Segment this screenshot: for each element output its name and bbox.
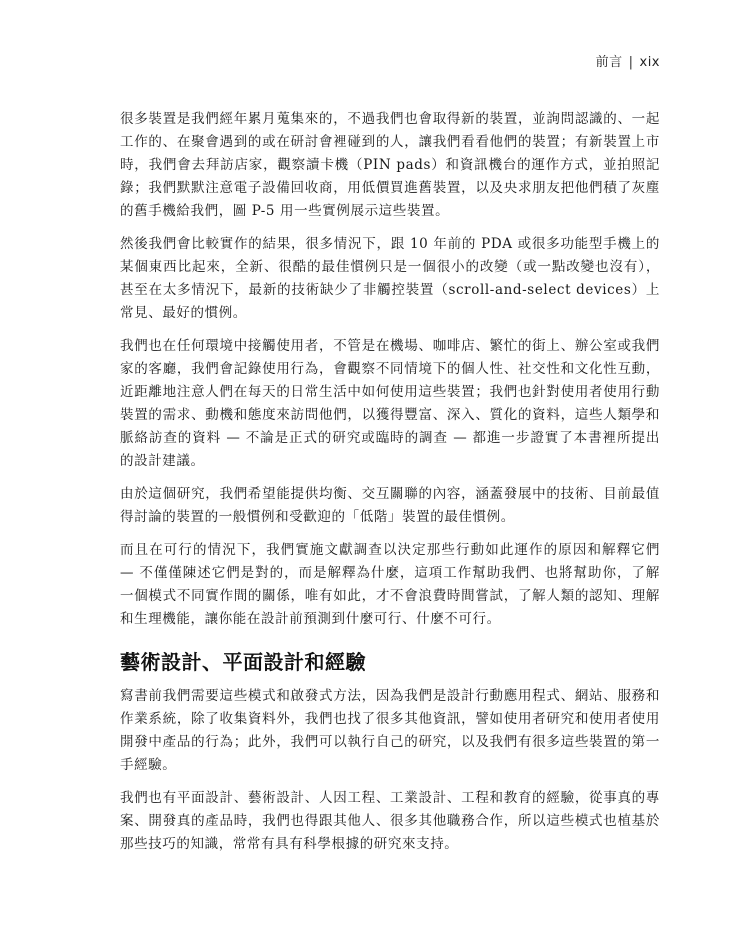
paragraph: 由於這個研究，我們希望能提供均衡、交互關聯的內容，涵蓋發展中的技術、目前最值得討論的裝置的一般慣例和受歡迎的「低階」裝置的最佳慣例。 <box>120 486 660 525</box>
page-body <box>120 108 660 866</box>
running-header <box>596 51 660 70</box>
header-section-title: 前言 <box>595 55 623 70</box>
paragraph: 很多裝置是我們經年累月蒐集來的，不過我們也會取得新的裝置，並詢問認識的、一起工作的、在聚會遇到的或在研討會裡碰到的人，讓我們看看他們的裝置；有新裝置上市時，我們會去拜訪店家，觀察讀卡機（PIN pads）和資訊機台的運作方式，並拍照記錄；我們默默注意電子設備回收商，用低價買進舊裝置，以及央求朋友把他們積了灰塵的舊手機給我們，圖 P-5 用一些實例展示這些裝置。 <box>120 111 660 219</box>
header-separator: | <box>628 55 634 70</box>
paragraph: 我們也在任何環境中接觸使用者，不管是在機場、咖啡店、繁忙的街上、辦公室或我們家的客廳，我們會記錄使用行為，會觀察不同情境下的個人性、社交性和文化性互動，近距離地注意人們在每天的日常生活中如何使用這些裝置；我們也針對使用者使用行動裝置的需求、動機和態度來訪問他們，以獲得豐富、深入、質化的資料，這些人類學和脈絡訪查的資料 — 不論是正式的研究或臨時的調查 — 都進一步證實了本書裡所提出的設計建議。 <box>120 338 660 469</box>
paragraph: 寫書前我們需要這些模式和啟發式方法，因為我們是設計行動應用程式、網站、服務和作業系統，除了收集資料外，我們也找了很多其他資訊，譬如使用者研究和使用者使用開發中產品的行為；此外，我們可以執行自己的研究，以及我們有很多這些裝置的第一手經驗。 <box>120 688 660 773</box>
paragraph: 而且在可行的情況下，我們實施文獻調查以決定那些行動如此運作的原因和解釋它們 — 不僅僅陳述它們是對的，而是解釋為什麼，這項工作幫助我們、也將幫助你，了解一個模式不同實作間的關係，唯有如此，才不會浪費時間嘗試，了解人類的認知、理解和生理機能，讓你能在設計前預測到什麼可行、什麼不可行。 <box>120 542 660 627</box>
paragraph: 我們也有平面設計、藝術設計、人因工程、工業設計、工程和教育的經驗，從事真的專案、開發真的產品時，我們也得跟其他人、很多其他職務合作，所以這些模式也植基於那些技巧的知識，常常有具有科學根據的研究來支持。 <box>120 790 660 852</box>
paragraph: 然後我們會比較實作的結果，很多情況下，跟 10 年前的 PDA 或很多功能型手機上的某個東西比起來，全新、很酷的最佳慣例只是一個很小的改變（或一點改變也沒有），甚至在太多情況下，最新的技術缺少了非觸控裝置（scroll-and-select devices）上常見、最好的慣例。 <box>120 236 660 321</box>
page-number: xix <box>639 55 660 70</box>
section-heading: 藝術設計、平面設計和經驗 <box>120 650 366 674</box>
